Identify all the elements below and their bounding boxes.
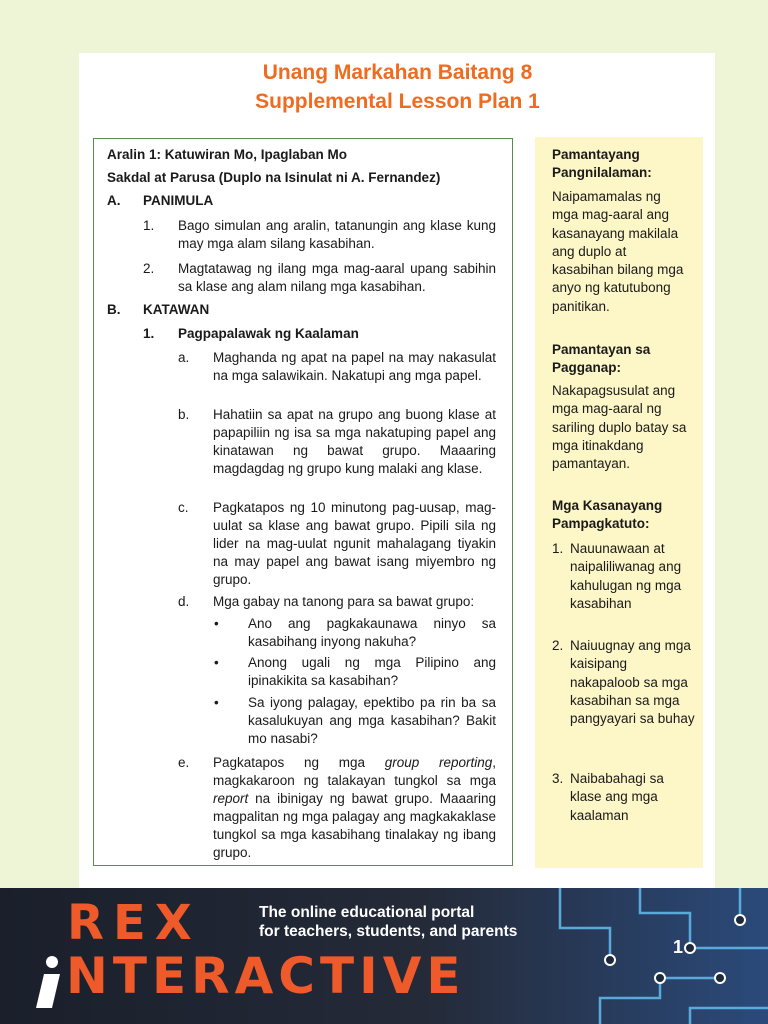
- bullet-2-text: Anong ugali ng mga Pilipino ang ipinakikita sa kasabihan?: [248, 655, 496, 688]
- title-line-2: Supplemental Lesson Plan 1: [255, 90, 540, 113]
- step-e-letter: e.: [178, 755, 190, 770]
- bullet-3-dot: •: [214, 695, 219, 710]
- sidebar-content-standard-text: Naipamamalas ng mga mag-aaral ang kasanayang makilala ang duplo at kasabihan bilang mga anyo ng katutubong panitikan.: [552, 189, 684, 314]
- competency-3-text: Naibabahagi sa klase ang mga kaalaman: [570, 771, 664, 823]
- competency-3-num: 3.: [552, 771, 564, 786]
- step-e-em-group-reporting: group reporting: [384, 755, 493, 770]
- step-e-post: na ibinigay ng bawat grupo. Maaaring magpalitan ng mga palagay ang magkakaklase tungkol sa mga kasabihang tinalakay ng ibang grupo.: [213, 791, 496, 860]
- bullet-1-text: Ano ang pagkakaunawa ninyo sa kasabihang inyong nakuha?: [248, 616, 496, 649]
- step-c-text: Pagkatapos ng 10 minutong pag-uusap, mag-uulat sa klase ang bawat grupo. Pipili sila ng lider na mag-uulat ngunit mahalagang tiyakin na may papel ang bawat isang miyembro ng grupo.: [213, 500, 496, 587]
- step-e-pre: Pagkatapos ng mga: [213, 755, 385, 770]
- sidebar-heading-performance-standard: Pamantayan sa Pagganap:: [552, 342, 651, 375]
- step-b-text: Hahatiin sa apat na grupo ang buong klase at papapiliin ng isa sa mga nakatuping papel ang kinatawan ng bawat grupo. Maaaring magdagdag ng grupo kung malaki ang klase.: [213, 407, 496, 476]
- b1-num: 1.: [143, 326, 155, 341]
- bullet-3-text: Sa iyong palagay, epektibo pa rin ba sa kasalukuyan ang mga kasabihan? Bakit mo nasabi?: [248, 695, 496, 746]
- section-a-letter: A.: [107, 193, 121, 208]
- a-item-2-num: 2.: [143, 261, 155, 276]
- banner-tagline: [259, 903, 517, 941]
- a-item-1-text: Bago simulan ang aralin, tatanungin ang klase kung may mga alam silang kasabihan.: [178, 218, 496, 251]
- step-b-letter: b.: [178, 407, 190, 422]
- brand-i-logo-icon: [30, 950, 70, 1010]
- section-a-label: PANIMULA: [143, 193, 214, 208]
- sakdal-heading: Sakdal at Parusa (Duplo na Isinulat ni A. Fernandez): [107, 170, 441, 185]
- circuit-decoration-icon: [540, 888, 768, 1024]
- sidebar-performance-standard-text: Nakapagsusulat ang mga mag-aaral ng sariling duplo batay sa mga itinakdang pamantayan.: [552, 383, 687, 472]
- competency-1-num: 1.: [552, 541, 564, 556]
- step-d-text: Mga gabay na tanong para sa bawat grupo:: [213, 594, 475, 609]
- section-b-label: KATAWAN: [143, 302, 210, 317]
- step-e-em-report: report: [213, 791, 249, 806]
- brand-rex: REX: [67, 895, 201, 951]
- competency-2-num: 2.: [552, 638, 564, 653]
- step-d-letter: d.: [178, 594, 190, 609]
- competency-2-text: Naiuugnay ang mga kaisipang nakapaloob sa mga kasabihan sa mga pangyayari sa buhay: [570, 638, 695, 727]
- tagline-line-1: The online educational portal: [259, 904, 475, 921]
- bullet-1-dot: •: [214, 616, 219, 631]
- tagline-line-2: for teachers, students, and parents: [259, 923, 518, 940]
- section-b-letter: B.: [107, 302, 121, 317]
- a-item-2-text: Magtatawag ng ilang mga mag-aaral upang sabihin sa klase ang alam nilang mga kasabihan.: [178, 261, 496, 294]
- step-e-mid: , magkakaroon ng talakayan tungkol sa mga: [213, 755, 497, 788]
- step-e-text: [213, 754, 496, 862]
- title-line-1: Unang Markahan Baitang 8: [262, 61, 533, 84]
- step-c-letter: c.: [178, 500, 189, 515]
- step-a-text: Maghanda ng apat na papel na may nakasulat na mga salawikain. Nakatupi ang mga papel.: [213, 350, 496, 383]
- step-a-letter: a.: [178, 350, 190, 365]
- sidebar-heading-competencies: Mga Kasanayang Pampagkatuto:: [552, 498, 663, 531]
- competency-1-text: Nauunawaan at naipaliliwanag ang kahulugan ng mga kasabihan: [570, 541, 682, 611]
- b1-label: Pagpapalawak ng Kaalaman: [178, 326, 359, 341]
- sidebar-heading-content-standard: Pamantayang Pangnilalaman:: [552, 147, 652, 180]
- a-item-1-num: 1.: [143, 218, 155, 233]
- aralin-heading: Aralin 1: Katuwiran Mo, Ipaglaban Mo: [107, 147, 348, 162]
- brand-interactive: NTERACTIVE: [66, 947, 466, 1005]
- bullet-2-dot: •: [214, 655, 219, 670]
- page-number: 1: [673, 937, 684, 957]
